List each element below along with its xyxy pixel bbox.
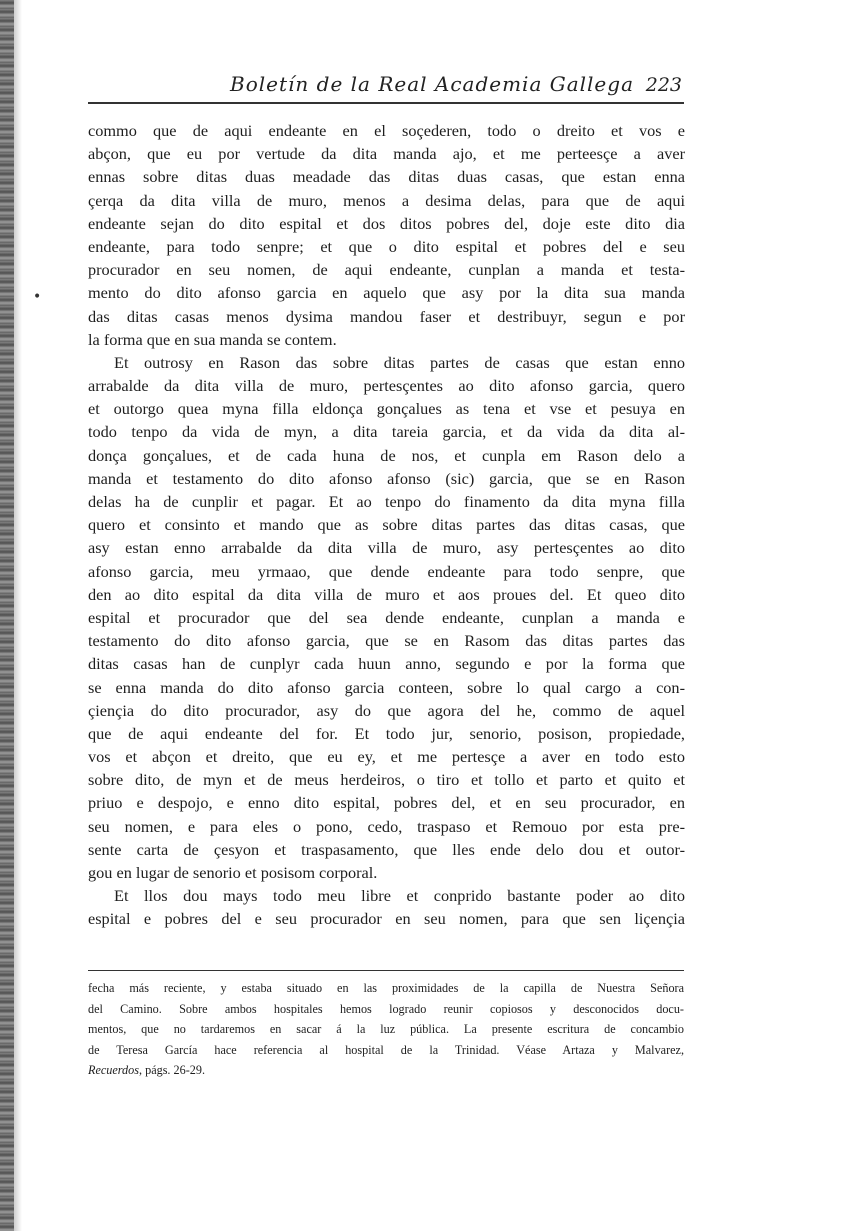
- body-line: todo tenpo da vida de myn, a dita tareia garcia, et da vida da dita al-: [88, 422, 685, 442]
- body-line: arrabalde da dita villa de muro, pertesçentes ao dito afonso garcia, quero: [88, 376, 685, 396]
- body-line: manda et testamento do dito afonso afonso (sic) garcia, que se en Rason: [88, 468, 685, 488]
- body-line: se enna manda do dito afonso garcia conteen, sobre lo qual cargo a con-: [88, 677, 685, 697]
- footnote-citation-line: [88, 1060, 684, 1081]
- running-head: [88, 70, 684, 104]
- footnote-line: fecha más reciente, y estaba situado en las proximidades de la capilla de Nuestra Señora: [88, 981, 684, 995]
- footnote-line: mentos, que no tardaremos en sacar á la luz pública. La presente escritura de concambio: [88, 1022, 684, 1037]
- body-line: çerqa da dita villa de muro, menos a desima delas, para que de aqui: [88, 190, 685, 210]
- body-line: espital e pobres del e seu procurador en seu nomen, para que sen liçençia: [88, 909, 685, 929]
- body-line: abçon, que eu por vertude da dita manda ajo, et me perteesçe a aver: [88, 144, 685, 164]
- body-text: [88, 119, 685, 931]
- scan-edge-shadow: [14, 0, 22, 1231]
- footnote-rule: [88, 970, 684, 971]
- paragraph-end-line: gou en lugar de senorio et posisom corporal.: [88, 863, 378, 882]
- scan-left-edge: [0, 0, 14, 1231]
- paragraph-first-line: Et outrosy en Rason das sobre ditas partes de casas que estan enno: [114, 352, 685, 372]
- page-number: 223: [645, 74, 682, 96]
- body-line: sente carta de çesyon et traspasamento, que lles ende delo dou et outor-: [88, 839, 685, 859]
- body-line: mento do dito afonso garcia en aquelo que asy por la dita sua manda: [88, 283, 685, 303]
- body-line: çiençia do dito procurador, asy do que agora del he, commo de aquel: [88, 700, 685, 720]
- body-line: espital et procurador que del sea dende endeante, cunplan a manda e: [88, 607, 685, 627]
- body-line: testamento do dito afonso garcia, que se en Rasom das ditas partes das: [88, 631, 685, 651]
- footnote-source-title: Recuerdos: [88, 1063, 139, 1078]
- margin-mark: •: [33, 289, 42, 305]
- footnote-block: [88, 978, 684, 1081]
- body-line: procurador en seu nomen, de aqui endeante, cunplan a manda et testa-: [88, 260, 685, 280]
- footnote-line: de Teresa García hace referencia al hospital de la Trinidad. Véase Artaza y Malvarez,: [88, 1042, 684, 1057]
- body-line: endeante sejan do dito espital et dos ditos pobres del, doje este dito dia: [88, 213, 685, 233]
- paragraph-end-line: la forma que en sua manda se contem.: [88, 329, 337, 349]
- running-title: Boletín de la Real Academia Gallega: [230, 72, 634, 96]
- body-line: sobre dito, de myn et de meus herdeiros, o tiro et tollo et parto et quito et: [88, 770, 685, 790]
- body-line: ditas casas han de cunplyr cada huun anno, segundo e por la forma que: [88, 654, 685, 674]
- body-line: donça gonçalues, et de cada huna de nos, et cunpla em Rason delo a: [88, 445, 685, 465]
- body-line: vos et abçon et dreito, que eu ey, et me pertesçe a aver en todo esto: [88, 747, 685, 767]
- body-line: ennas sobre ditas duas meadade das ditas duas casas, que estan enna: [88, 167, 685, 187]
- footnote-line: del Camino. Sobre ambos hospitales hemos logrado reunir copiosos y desconocidos docu-: [88, 1001, 684, 1016]
- body-line: que de aqui endeante del for. Et todo jur, senorio, posison, propiedade,: [88, 723, 685, 743]
- body-line: priuo e despojo, e enno dito espital, pobres del, et en seu procurador, en: [88, 793, 685, 813]
- body-line: asy estan enno arrabalde da dita villa de muro, asy pertesçentes ao dito: [88, 538, 685, 558]
- header-rule: [88, 102, 684, 104]
- body-line: afonso garcia, meu yrmaao, que dende endeante para todo senpre, que: [88, 561, 685, 581]
- body-line: delas ha de cunplir et pagar. Et ao tenpo do finamento da dita myna filla: [88, 492, 685, 511]
- body-line: seu nomen, e para eles o pono, cedo, traspaso et Remouo por esta pre-: [88, 816, 685, 836]
- body-line: endeante, para todo senpre; et que o dito espital et pobres del e seu: [88, 236, 685, 256]
- body-line: den ao dito espital da dita villa de muro et aos proues del. Et queo dito: [88, 584, 685, 604]
- body-line: commo que de aqui endeante en el soçederen, todo o dreito et vos e: [88, 121, 685, 140]
- footnote-source-pages: , págs. 26-29.: [139, 1063, 206, 1078]
- body-line: et outorgo quea myna filla eldonça gonçalues as tena et vse et pesuya en: [88, 399, 685, 419]
- body-line: das ditas casas menos dysima mandou faser et destribuyr, segun e por: [88, 306, 685, 326]
- body-line: quero et consinto et mando que as sobre ditas partes das ditas casas, que: [88, 515, 685, 535]
- paragraph-first-line: Et llos dou mays todo meu libre et conprido bastante poder ao dito: [114, 886, 685, 906]
